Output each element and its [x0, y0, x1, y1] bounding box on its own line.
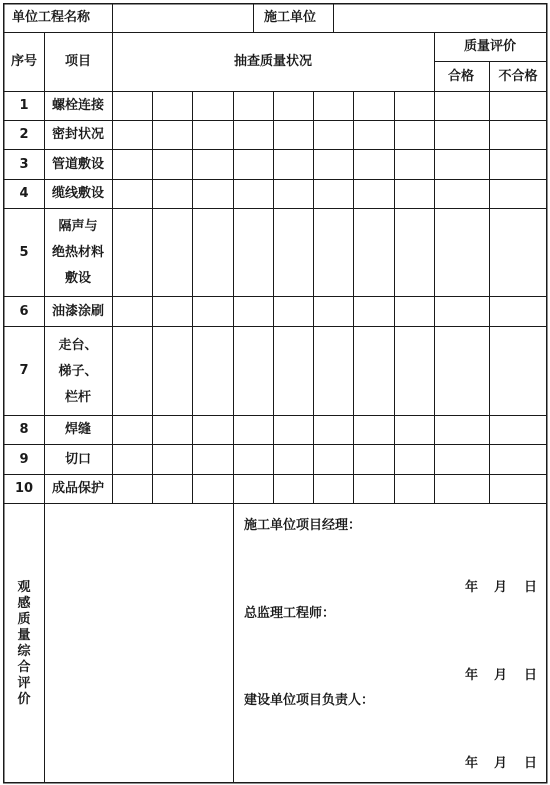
- project-manager-label: 施工单位项目经理：: [244, 518, 362, 533]
- date-year: 年: [465, 668, 479, 683]
- row-item-label: 密封状况: [51, 127, 105, 142]
- row-item-label: 螺栓连接: [51, 98, 105, 113]
- row-item-label: 管道敷设: [51, 157, 105, 172]
- date-day: 日: [524, 756, 538, 771]
- date-day: 日: [524, 668, 538, 683]
- contractor-label: 施工单位: [264, 10, 317, 25]
- row-item-label: 油漆涂刷: [51, 304, 105, 319]
- sampling-header: 抽查质量状况: [233, 54, 313, 69]
- date-day: 日: [524, 580, 538, 595]
- row-item-label: 成品保护: [51, 481, 105, 496]
- owner-representative-label: 建设单位项目负责人：: [244, 693, 375, 708]
- row-number: 3: [19, 157, 29, 172]
- seq-header: 序号: [10, 54, 38, 69]
- date-month: 月: [494, 668, 508, 683]
- date-year: 年: [465, 756, 479, 771]
- overall-evaluation-label: 观感质量综合评价: [17, 580, 31, 707]
- row-number: 6: [19, 304, 29, 319]
- evaluation-header: 质量评价: [463, 39, 517, 54]
- row-number: 10: [14, 481, 34, 496]
- project-name-label: 单位工程名称: [12, 10, 91, 25]
- row-item-label: 走台、 梯子、 栏杆: [58, 338, 98, 405]
- pass-header: 合格: [447, 69, 475, 84]
- date-month: 月: [494, 756, 508, 771]
- item-header: 项目: [64, 54, 92, 69]
- row-number: 2: [19, 127, 29, 142]
- row-number: 1: [19, 98, 29, 113]
- row-item-label: 焊缝: [64, 422, 92, 437]
- date-year: 年: [465, 580, 479, 595]
- date-month: 月: [494, 580, 508, 595]
- chief-supervisor-label: 总监理工程师：: [244, 606, 336, 621]
- row-number: 9: [19, 452, 29, 467]
- row-number: 7: [19, 363, 29, 378]
- row-number: 4: [19, 186, 29, 201]
- row-item-label: 隔声与 绝热材料 敷设: [51, 219, 105, 286]
- row-number: 5: [19, 245, 29, 260]
- row-item-label: 缆线敷设: [51, 186, 105, 201]
- row-number: 8: [19, 422, 29, 437]
- fail-header: 不合格: [498, 69, 538, 84]
- row-item-label: 切口: [64, 452, 92, 467]
